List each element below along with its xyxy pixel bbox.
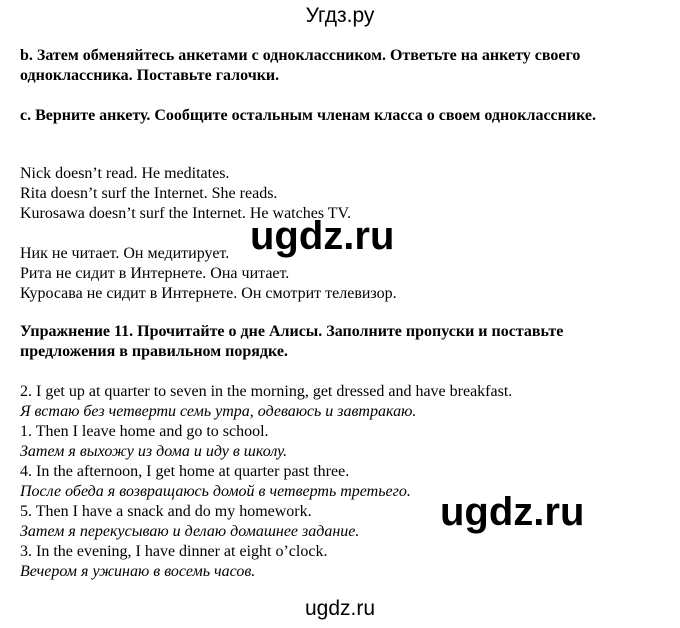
exercise-line-en: 4. In the afternoon, I get home at quarter past three. <box>20 463 350 480</box>
english-answer-line: Kurosawa doesn’t surf the Internet. He watches TV. <box>20 205 352 222</box>
english-answer-line: Nick doesn’t read. He meditates. <box>20 165 230 182</box>
exercise-line-en: 2. I get up at quarter to seven in the morning, get dressed and have breakfast. <box>20 383 513 400</box>
russian-answer-line: Ник не читает. Он медитирует. <box>20 245 230 262</box>
exercise-11-heading: Упражнение 11. Прочитайте о дне Алисы. Заполните пропуски и поставьте предложения в правильном порядке. <box>20 323 564 360</box>
site-title: Угдз.ру <box>305 4 375 27</box>
watermark: ugdz.ru <box>440 490 585 534</box>
exercise-line-ru: Затем я выхожу из дома и иду в школу. <box>20 443 288 460</box>
exercise-line-ru: После обеда я возвращаюсь домой в четверть третьего. <box>20 483 411 500</box>
task-c-heading: c. Верните анкету. Сообщите остальным членам класса о своем однокласснике. <box>20 107 596 124</box>
exercise-line-ru: Вечером я ужинаю в восемь часов. <box>20 563 256 580</box>
russian-answer-line: Рита не сидит в Интернете. Она читает. <box>20 265 290 282</box>
russian-answer-line: Куросава не сидит в Интернете. Он смотрит телевизор. <box>20 285 397 302</box>
exercise-11-answers <box>20 382 660 582</box>
exercise-line-ru: Затем я перекусываю и делаю домашнее задание. <box>20 523 360 540</box>
exercise-line-en: 1. Then I leave home and go to school. <box>20 423 269 440</box>
footer-brand: ugdz.ru <box>304 597 376 620</box>
watermark: ugdz.ru <box>250 214 395 258</box>
exercise-line-en: 5. Then I have a snack and do my homework. <box>20 503 312 520</box>
exercise-line-ru: Я встаю без четверти семь утра, одеваюсь и завтракаю. <box>20 403 417 420</box>
task-b-heading: b. Затем обменяйтесь анкетами с одноклассником. Ответьте на анкету своего одноклассника. Поставьте галочки. <box>20 47 581 84</box>
english-answer-line: Rita doesn’t surf the Internet. She reads. <box>20 185 278 202</box>
exercise-line-en: 3. In the evening, I have dinner at eight o’clock. <box>20 543 328 560</box>
